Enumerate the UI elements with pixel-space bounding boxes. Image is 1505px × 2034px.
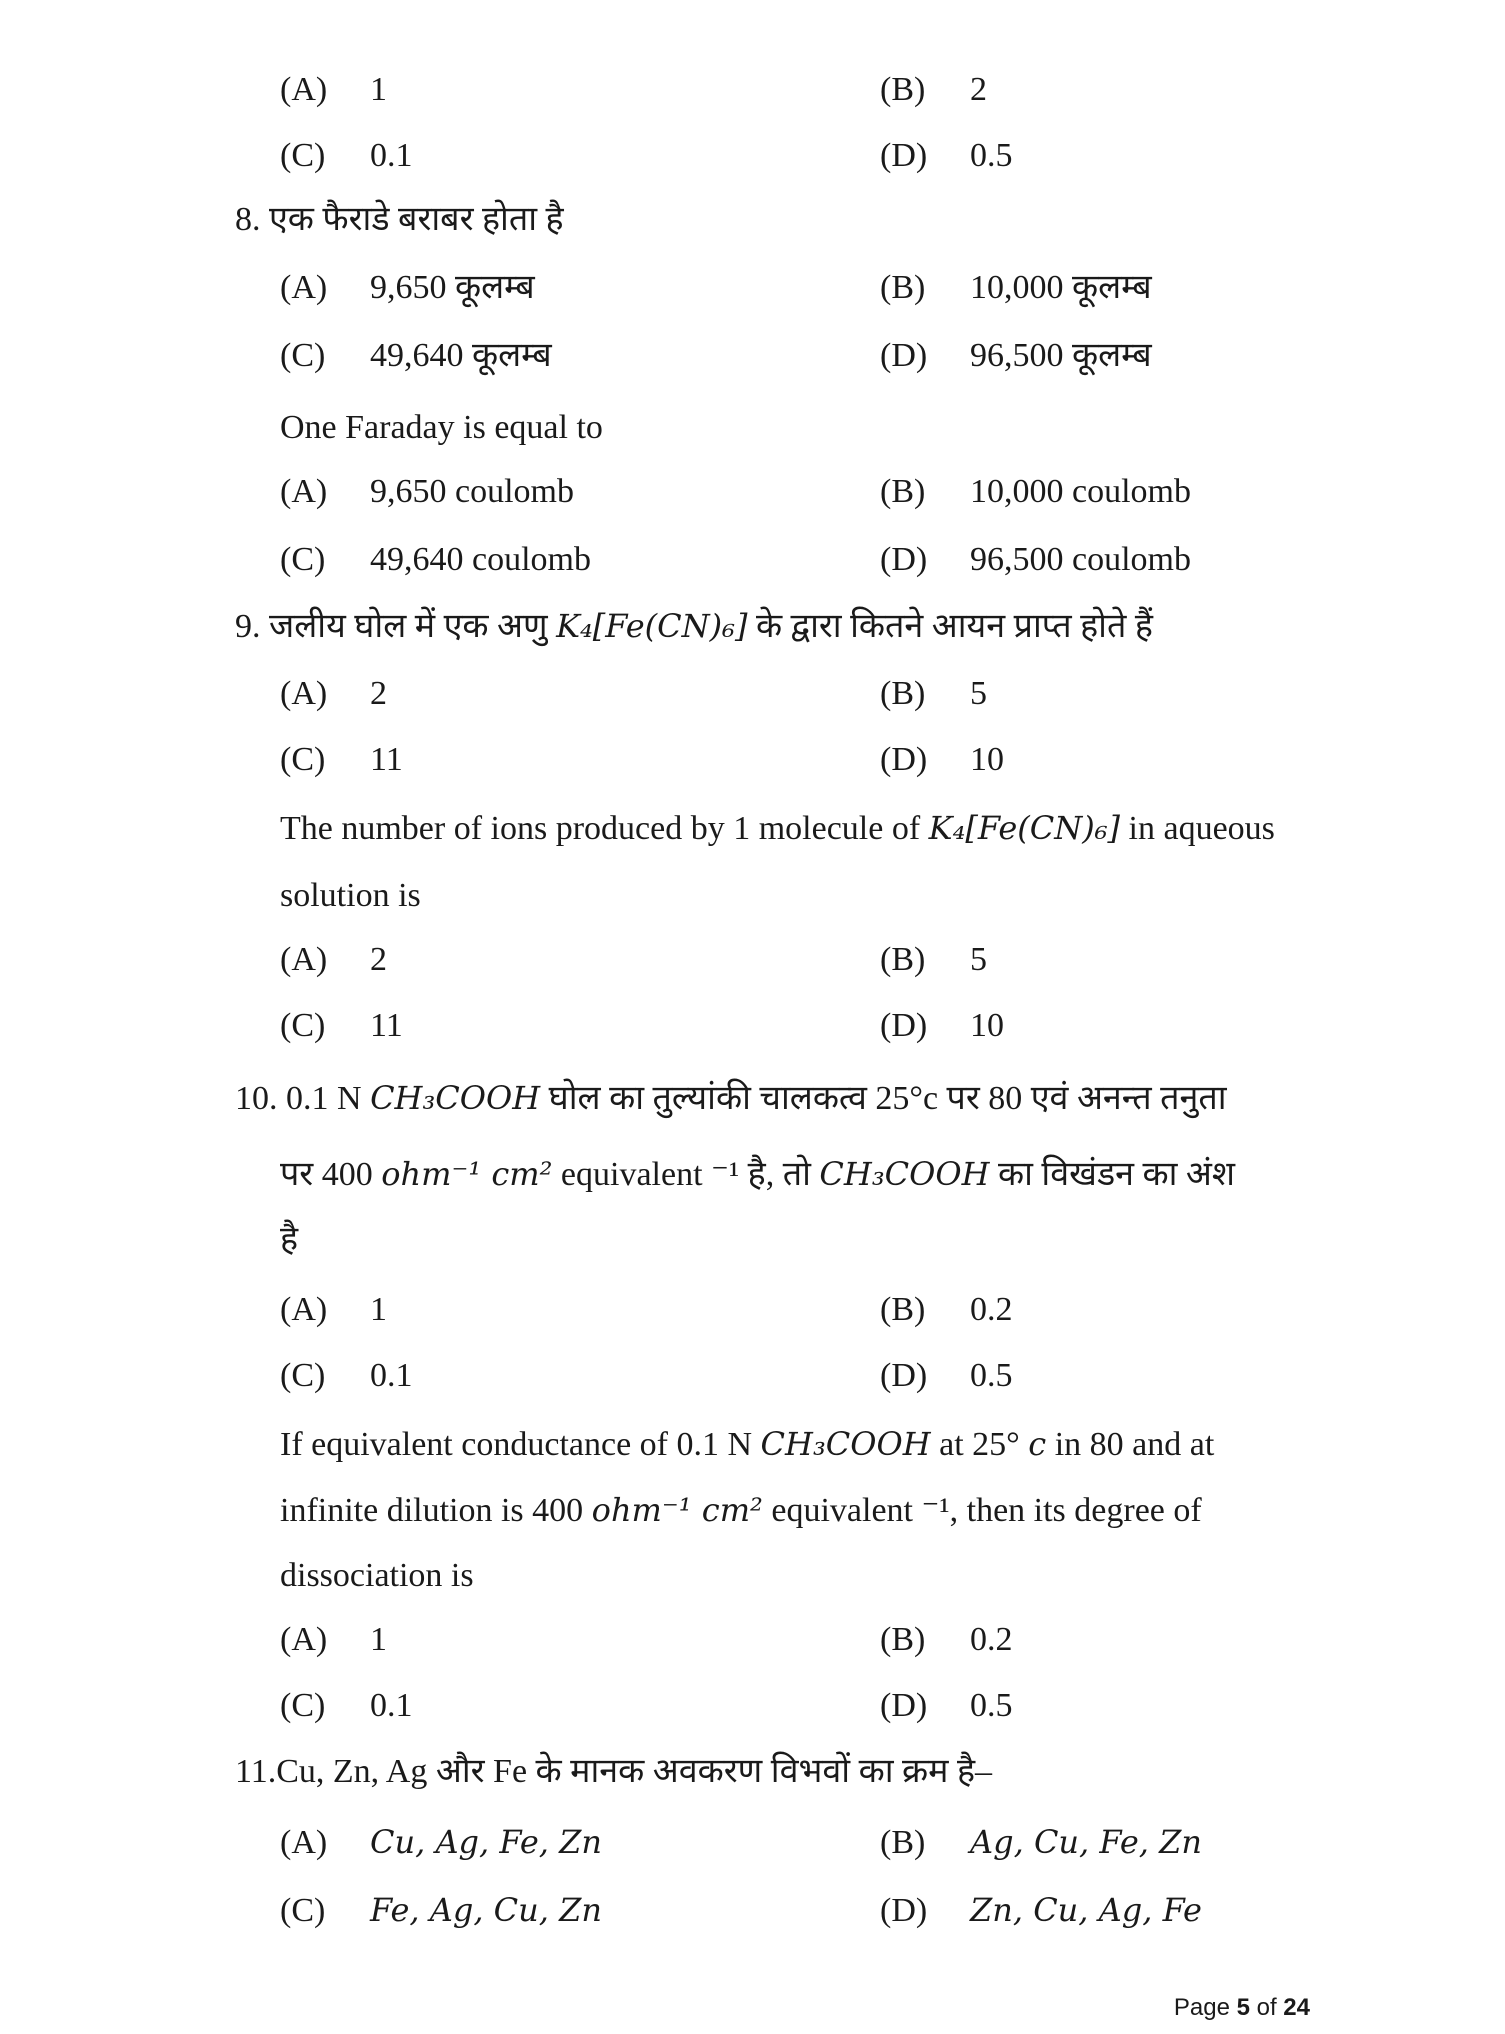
- option-label: (D): [880, 137, 928, 174]
- option-text: 49,640 coulomb: [370, 541, 591, 578]
- q10-stem-english-line2: [280, 1490, 1202, 1531]
- option-text: 5: [970, 675, 987, 712]
- q10-stem-english-line1: [280, 1424, 1214, 1465]
- option-text: 96,500 कूलम्ब: [970, 337, 1152, 374]
- option-text: 5: [970, 941, 987, 978]
- q10-stem-hindi-line3: है: [280, 1221, 299, 1258]
- option-text: 96,500 coulomb: [970, 541, 1191, 578]
- option-text: 0.1: [370, 1357, 413, 1394]
- q9-stem-english-post: in aqueous: [1120, 810, 1275, 847]
- option-label: (C): [280, 337, 326, 374]
- q10-en-option-c: [280, 1686, 413, 1726]
- option-text: 11: [370, 741, 403, 778]
- formula-potassium-ferrocyanide: K₄[Fe(CN)₆]: [928, 809, 1121, 847]
- q7-option-d: [880, 136, 1013, 176]
- option-label: (A): [280, 1824, 328, 1861]
- option-text: 9,650 coulomb: [370, 473, 574, 510]
- option-label: (A): [280, 941, 328, 978]
- option-text: 9,650 कूलम्ब: [370, 269, 535, 306]
- option-text: 0.1: [370, 1687, 413, 1724]
- option-text: Cu, Ag, Fe, Zn: [370, 1823, 602, 1861]
- option-label: (B): [880, 269, 926, 306]
- q9-hi-option-b: [880, 674, 987, 714]
- q10-en-line1-pre: If equivalent conductance of 0.1 N: [280, 1426, 761, 1463]
- option-label: (A): [280, 71, 328, 108]
- option-label: (D): [880, 1007, 928, 1044]
- q9-en-option-d: [880, 1006, 1004, 1046]
- option-text: 10,000 कूलम्ब: [970, 269, 1152, 306]
- option-text: 0.5: [970, 137, 1013, 174]
- q10-en-option-d: [880, 1686, 1013, 1726]
- option-text: 49,640 कूलम्ब: [370, 337, 552, 374]
- q9-stem-hindi: [235, 606, 1153, 647]
- option-text: 1: [370, 1291, 387, 1328]
- q8-hi-option-d: [880, 336, 1152, 376]
- option-text: 1: [370, 71, 387, 108]
- q8-en-option-b: [880, 472, 1191, 512]
- option-text: 1: [370, 1621, 387, 1658]
- option-label: (C): [280, 137, 326, 174]
- option-label: (B): [880, 675, 926, 712]
- formula-potassium-ferrocyanide: K₄[Fe(CN)₆]: [556, 607, 748, 645]
- q9-stem-english: [280, 808, 1275, 849]
- q10-stem-hindi-line2: [280, 1154, 1235, 1195]
- option-text: 10: [970, 1007, 1004, 1044]
- page-of: of: [1249, 1994, 1284, 2021]
- q10-en-option-a: [280, 1620, 387, 1660]
- units-conductance: ohm⁻¹ cm²: [381, 1155, 553, 1193]
- q10-hi-line1-post: घोल का तुल्यांकी चालकत्व 25°c पर 80 एवं अनन्त तनुता: [540, 1080, 1227, 1117]
- page-number-footer: [1174, 1994, 1310, 2022]
- option-label: (B): [880, 71, 926, 108]
- q11-option-d: [880, 1890, 1202, 1931]
- total-pages: 24: [1283, 1994, 1310, 2021]
- option-label: (B): [880, 1824, 926, 1861]
- option-text: Ag, Cu, Fe, Zn: [970, 1823, 1202, 1861]
- q10-hi-line1-pre: 10. 0.1 N: [235, 1080, 371, 1117]
- option-label: (B): [880, 473, 926, 510]
- q8-en-option-c: [280, 540, 591, 580]
- formula-acetic-acid: CH₃COOH: [819, 1155, 990, 1193]
- formula-acetic-acid: CH₃COOH: [760, 1425, 931, 1463]
- q9-en-option-b: [880, 940, 987, 980]
- q9-hi-option-c: [280, 740, 403, 780]
- option-label: (D): [880, 1357, 928, 1394]
- option-label: (C): [280, 1892, 326, 1929]
- option-text: Zn, Cu, Ag, Fe: [970, 1891, 1202, 1929]
- q8-stem-english: One Faraday is equal to: [280, 409, 603, 446]
- option-text: 0.2: [970, 1291, 1013, 1328]
- option-label: (B): [880, 1621, 926, 1658]
- q10-en-line1-post: in 80 and at: [1046, 1426, 1215, 1463]
- option-label: (C): [280, 1357, 326, 1394]
- option-text: Fe, Ag, Cu, Zn: [370, 1891, 602, 1929]
- q10-en-line1-mid: at 25°: [930, 1426, 1029, 1463]
- option-label: (C): [280, 1007, 326, 1044]
- q10-hi-option-a: [280, 1290, 387, 1330]
- option-label: (A): [280, 269, 328, 306]
- option-text: 10: [970, 741, 1004, 778]
- option-text: 0.5: [970, 1687, 1013, 1724]
- option-label: (D): [880, 741, 928, 778]
- symbol-c: c: [1028, 1425, 1047, 1463]
- q9-en-option-a: [280, 940, 387, 980]
- option-text: 0.5: [970, 1357, 1013, 1394]
- option-text: 10,000 coulomb: [970, 473, 1191, 510]
- option-label: (D): [880, 1687, 928, 1724]
- q9-stem-hindi-post: के द्वारा कितने आयन प्राप्त होते हैं: [747, 608, 1153, 645]
- q8-hi-option-b: [880, 268, 1152, 308]
- option-label: (C): [280, 541, 326, 578]
- q10-hi-option-d: [880, 1356, 1013, 1396]
- q10-hi-option-b: [880, 1290, 1013, 1330]
- q9-hi-option-d: [880, 740, 1004, 780]
- current-page: 5: [1236, 1994, 1250, 2021]
- q11-option-a: [280, 1822, 602, 1863]
- q10-stem-english-line3: dissociation is: [280, 1557, 474, 1594]
- option-label: (C): [280, 1687, 326, 1724]
- q11-option-c: [280, 1890, 602, 1931]
- option-text: 2: [370, 675, 387, 712]
- q9-stem-english-pre: The number of ions produced by 1 molecule of: [280, 810, 929, 847]
- option-label: (B): [880, 1291, 926, 1328]
- q10-en-option-b: [880, 1620, 1013, 1660]
- q10-en-line2-post: equivalent ⁻¹, then its degree of: [762, 1492, 1202, 1529]
- units-conductance: ohm⁻¹ cm²: [591, 1491, 763, 1529]
- q9-stem-hindi-pre: 9. जलीय घोल में एक अणु: [235, 608, 557, 645]
- page-prefix: Page: [1173, 1994, 1237, 2021]
- option-label: (D): [880, 541, 928, 578]
- option-text: 0.2: [970, 1621, 1013, 1658]
- option-label: (A): [280, 675, 328, 712]
- option-text: 2: [370, 941, 387, 978]
- q9-en-option-c: [280, 1006, 403, 1046]
- q10-hi-line2-post: का विखंडन का अंश: [989, 1156, 1236, 1193]
- option-label: (A): [280, 1621, 328, 1658]
- q8-hi-option-a: [280, 268, 535, 308]
- q8-stem-hindi: 8. एक फैराडे बराबर होता है: [235, 201, 564, 238]
- q10-en-line2-pre: infinite dilution is 400: [280, 1492, 592, 1529]
- q8-hi-option-c: [280, 336, 552, 376]
- option-label: (A): [280, 1291, 328, 1328]
- q10-stem-hindi-line1: [235, 1078, 1227, 1119]
- option-label: (D): [880, 337, 928, 374]
- q9-hi-option-a: [280, 674, 387, 714]
- option-label: (A): [280, 473, 328, 510]
- option-label: (C): [280, 741, 326, 778]
- formula-acetic-acid: CH₃COOH: [370, 1079, 541, 1117]
- q10-hi-line2-pre: पर 400: [280, 1156, 382, 1193]
- q10-hi-line2-mid: equivalent ⁻¹ है, तो: [552, 1156, 820, 1193]
- option-text: 0.1: [370, 137, 413, 174]
- q11-option-b: [880, 1822, 1202, 1863]
- q8-en-option-d: [880, 540, 1191, 580]
- option-text: 11: [370, 1007, 403, 1044]
- q7-option-b: [880, 70, 987, 110]
- q7-option-c: [280, 136, 413, 176]
- option-text: 2: [970, 71, 987, 108]
- q9-stem-english-line2: solution is: [280, 877, 421, 914]
- q8-en-option-a: [280, 472, 574, 512]
- option-label: (B): [880, 941, 926, 978]
- q11-stem: 11.Cu, Zn, Ag और Fe के मानक अवकरण विभवों का क्रम है–: [235, 1753, 992, 1790]
- q10-hi-option-c: [280, 1356, 413, 1396]
- q7-option-a: [280, 70, 387, 110]
- option-label: (D): [880, 1892, 928, 1929]
